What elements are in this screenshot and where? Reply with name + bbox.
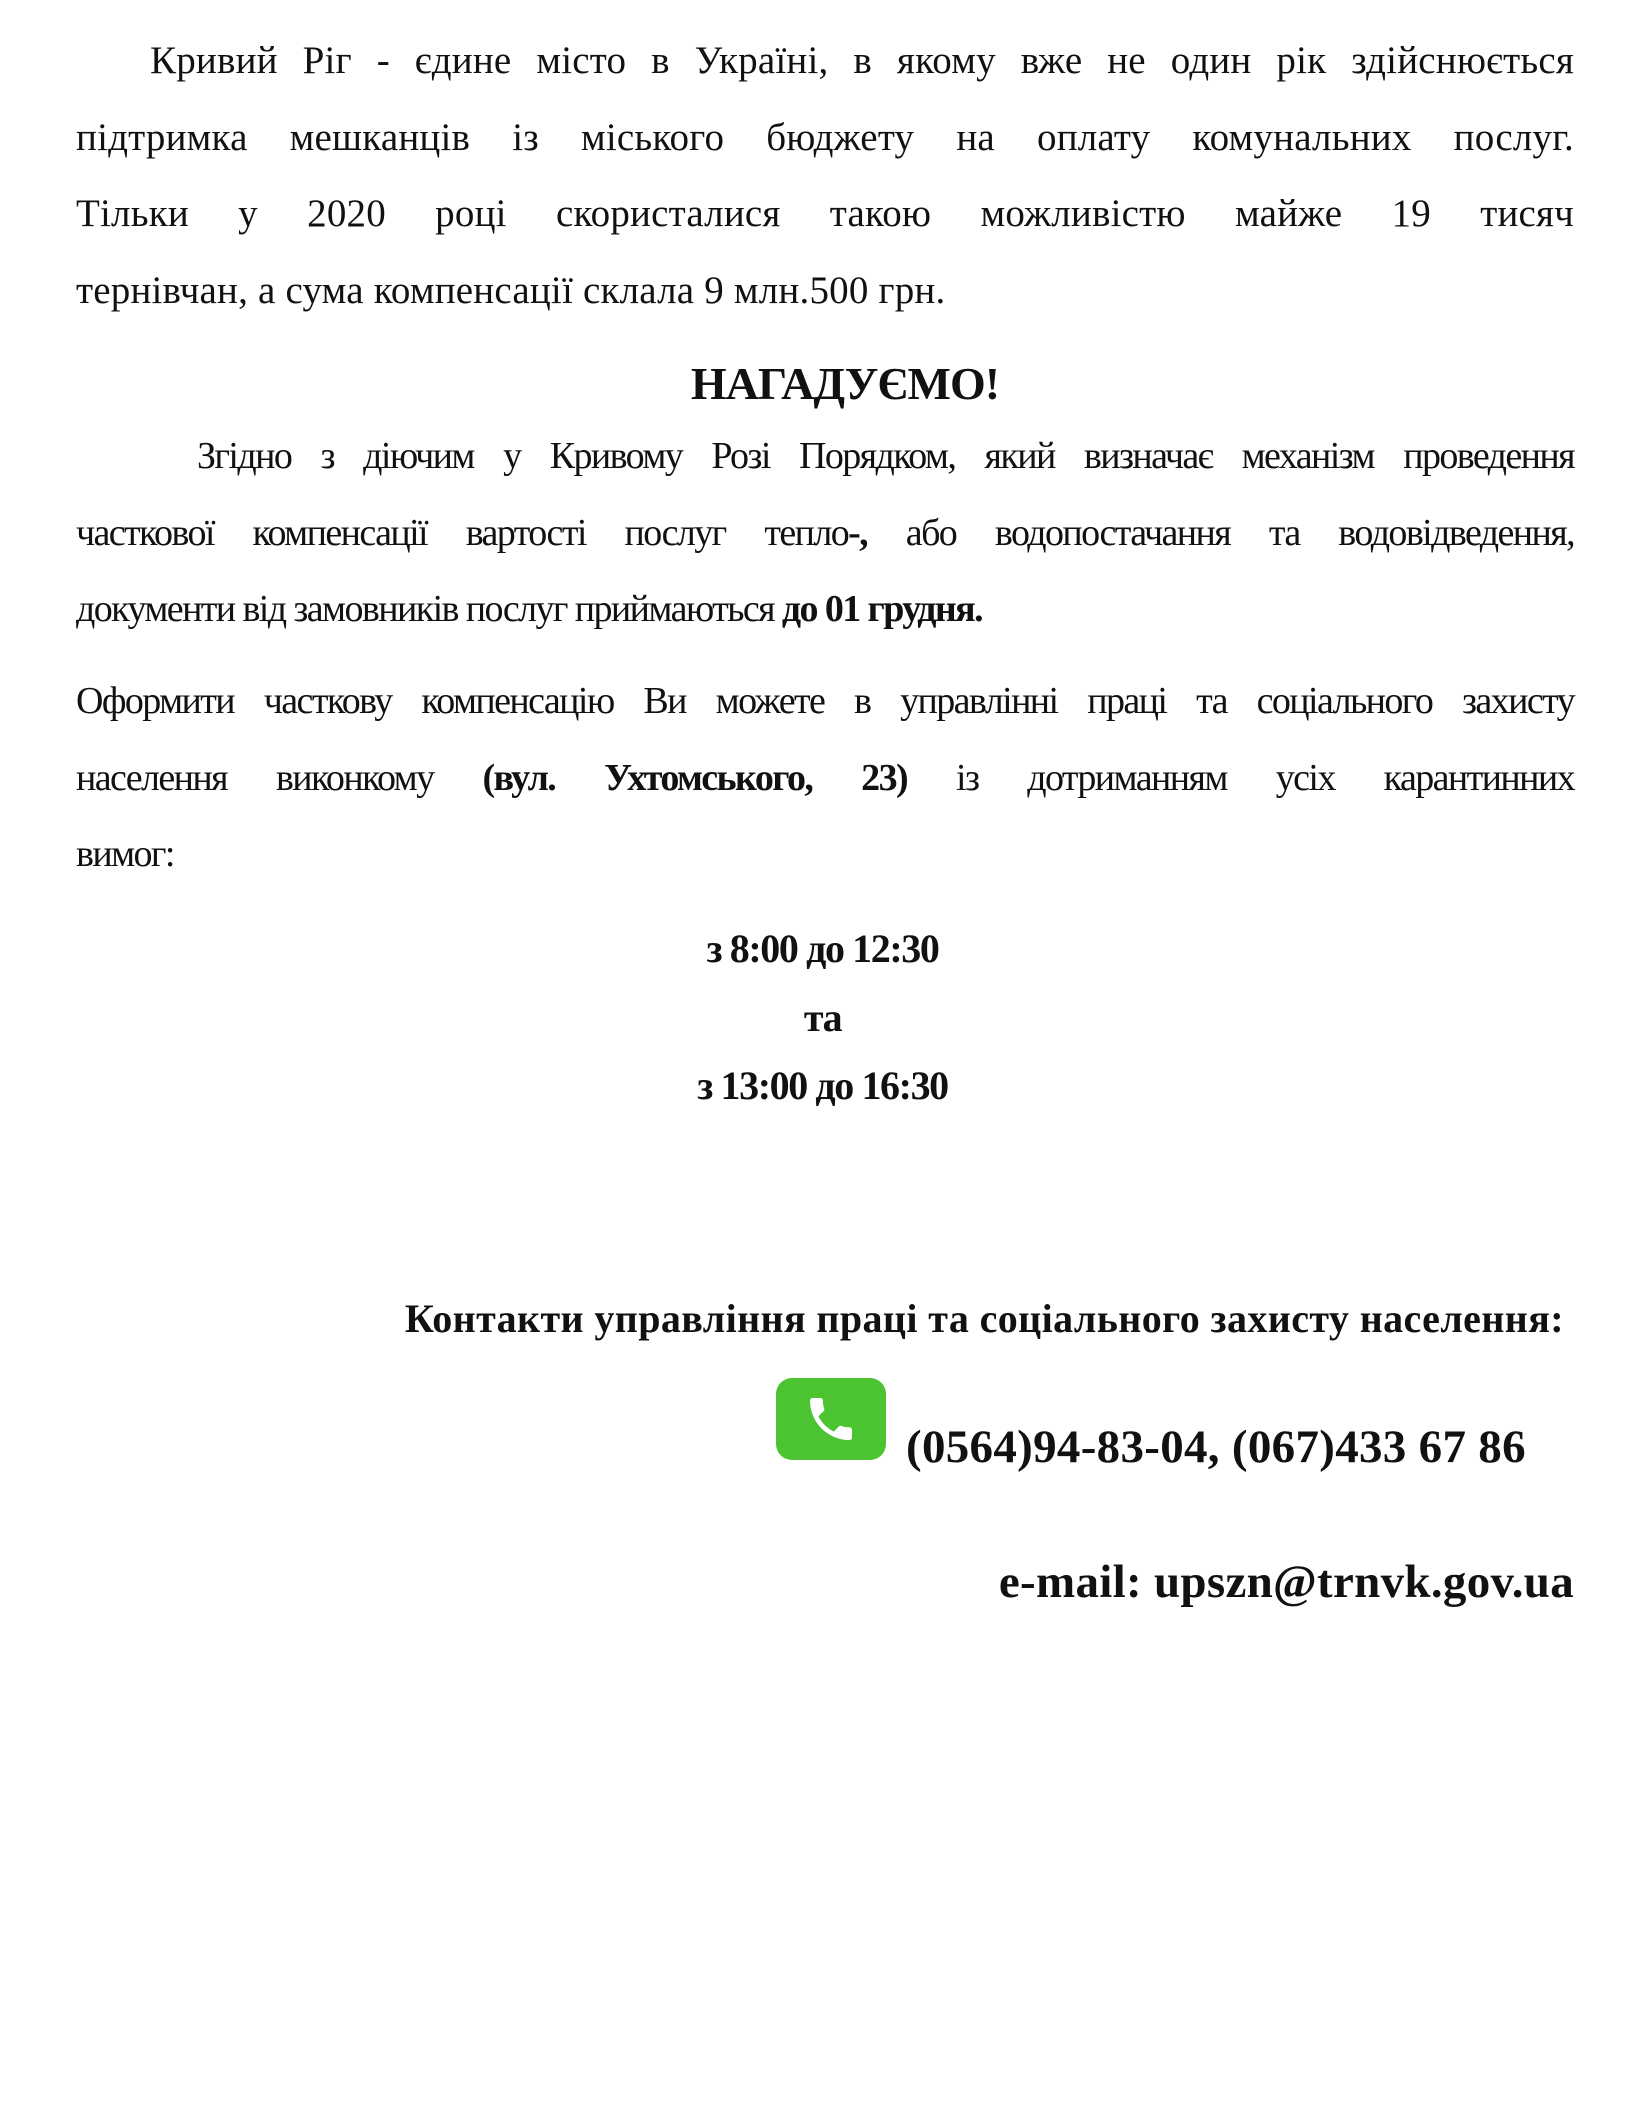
- intro-line-1: Кривий Ріг - єдине місто в Україні, в якому вже не один рік здійснюється: [150, 39, 1574, 82]
- intro-line-2: підтримка мешканців із міського бюджету на оплату комунальних послуг.: [76, 116, 1574, 159]
- address-text: (вул. Ухтомського, 23): [482, 757, 908, 799]
- reminder-line-2-c: або водопостачання та водовідведення,: [867, 512, 1574, 554]
- apply-line-2-a: населення виконкому: [76, 757, 483, 799]
- reminder-line-2-b: -,: [848, 512, 868, 554]
- phone-numbers: (0564)94-83-04, (067)433 67 86: [906, 1421, 1526, 1473]
- reminder-line-2-a: часткової компенсації вартості послуг тепло: [76, 512, 849, 554]
- apply-line-2: [76, 756, 1574, 800]
- deadline-text: до 01 грудня.: [781, 588, 983, 630]
- phone-icon-glyph: [803, 1391, 859, 1447]
- contacts-title: Контакти управління праці та соціального захисту населення:: [404, 1296, 1564, 1341]
- reminder-heading: НАГАДУЄМО!: [690, 358, 1000, 409]
- reminder-line-3: [76, 587, 1574, 631]
- email-address: e-mail: upszn@trnvk.gov.ua: [998, 1556, 1574, 1608]
- hours-slot-1: з 8:00 до 12:30: [706, 926, 939, 971]
- hours-slot-2: з 13:00 до 16:30: [697, 1063, 948, 1108]
- reminder-line-3-a: документи від замовників послуг приймаються: [76, 588, 782, 630]
- intro-line-3: Тільки у 2020 році скористалися такою можливістю майже 19 тисяч: [76, 192, 1574, 235]
- apply-line-3: вимог:: [76, 833, 174, 875]
- reminder-line-1: Згідно з діючим у Кривому Розі Порядком, який визначає механізм проведення: [197, 435, 1574, 477]
- phone-icon: [776, 1378, 886, 1460]
- apply-line-1: Оформити часткову компенсацію Ви можете в управлінні праці та соціального захисту: [76, 680, 1574, 722]
- hours-conjunction: та: [803, 995, 842, 1040]
- apply-line-2-c: із дотриманням усіх карантинних: [907, 757, 1574, 799]
- reminder-line-2: [76, 511, 1574, 555]
- intro-line-4: тернівчан, а сума компенсації склала 9 млн.500 грн.: [76, 269, 946, 312]
